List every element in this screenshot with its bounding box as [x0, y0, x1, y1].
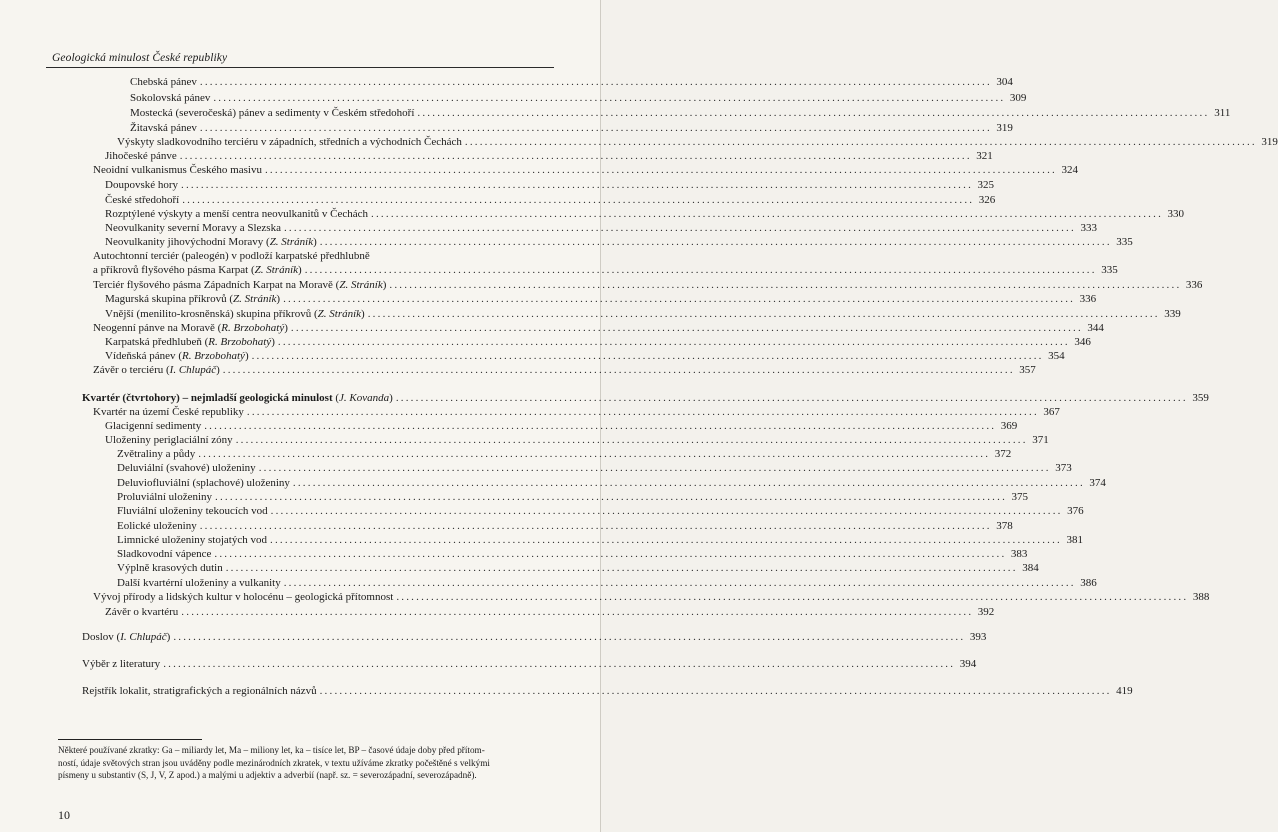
toc-entry — [117, 546, 1028, 561]
toc-entry-page: 325 — [977, 179, 995, 191]
dot-leader: ................................................................................................................................................................ — [283, 293, 1076, 305]
toc-entry-author: J. Kovanda — [339, 392, 390, 404]
toc-entry-page: 326 — [978, 194, 996, 206]
toc-entry — [82, 390, 1209, 405]
toc-entry-text: Terciér flyšového pásma Západních Karpat na Moravě — [93, 279, 333, 291]
toc-entry-page: 333 — [1080, 222, 1097, 234]
dot-leader: ................................................................................................................................................................ — [258, 462, 1051, 474]
toc-entry-text: Autochtonní terciér (paleogén) v podloží karpatské předhlubně — [93, 250, 370, 262]
toc-entry-page: 374 — [1089, 477, 1106, 489]
dot-leader: ................................................................................................................................................................ — [264, 164, 1057, 176]
dot-leader: ................................................................................................................................................................ — [395, 392, 1188, 404]
toc-entry-text: Závěr o kvartéru — [105, 606, 179, 618]
toc-entry-page: 309 — [1009, 92, 1027, 104]
dot-leader: ................................................................................................................................................................ — [396, 591, 1189, 603]
toc-entry-text: Rozptýlené výskyty a menší centra neovulkanitů v Čechách — [105, 208, 369, 220]
toc-entry-text: Glacigenní sedimenty — [105, 420, 202, 432]
toc-entry-title: Doslov (I. Chlupáč) — [82, 631, 171, 643]
toc-entry — [82, 629, 987, 644]
toc-entry-page: 388 — [1192, 591, 1210, 603]
dot-leader: ................................................................................................................................................................ — [214, 548, 1007, 560]
dot-leader: ................................................................................................................................................................ — [283, 577, 1076, 589]
toc-entry-text: Fluviální uloženiny tekoucích vod — [117, 505, 268, 517]
toc-entry-title: Neogenní pánve na Moravě (R. Brzobohatý) — [93, 322, 288, 334]
dot-leader: ................................................................................................................................................................ — [417, 107, 1210, 119]
toc-entry-author: R. Brzobohatý — [208, 336, 272, 348]
toc-entry — [105, 306, 1181, 321]
toc-entry-author: Z. Stráník — [269, 236, 314, 248]
toc-entry-title: Závěr o terciéru (I. Chlupáč) — [93, 364, 220, 376]
toc-entry — [130, 105, 1231, 120]
dot-leader: ................................................................................................................................................................ — [319, 236, 1112, 248]
toc-entry-author: R. Brzobohatý — [181, 350, 245, 362]
dot-leader: ................................................................................................................................................................ — [179, 150, 972, 162]
toc-entry-page: 394 — [959, 658, 977, 670]
toc-entry-text: Výběr z literatury — [82, 658, 161, 670]
dot-leader: ................................................................................................................................................................ — [464, 136, 1257, 148]
dot-leader: ................................................................................................................................................................ — [181, 606, 974, 618]
toc-entry-title: a příkrovů flyšového pásma Karpat (Z. Stráník) — [93, 264, 302, 276]
toc-entry-title — [82, 685, 317, 698]
dot-leader: ................................................................................................................................................................ — [215, 491, 1008, 503]
toc-entry-page: 319 — [996, 122, 1013, 134]
abbreviations-note-line: ností, údaje světových stran jsou uváděny podle mezinárodních zkratek, v textu užíváme zkratky počeštěné s velkými — [58, 757, 490, 768]
toc-entry-author: I. Chlupáč — [120, 631, 167, 643]
dot-leader: ................................................................................................................................................................ — [371, 208, 1164, 220]
toc-entry-page: 344 — [1087, 322, 1104, 334]
toc-entry-author: R. Brzobohatý — [221, 322, 285, 334]
toc-entry — [93, 162, 1078, 177]
toc-entry-page: 319 — [1261, 136, 1278, 148]
toc-entry — [117, 503, 1084, 518]
toc-entry — [105, 177, 995, 192]
toc-entry-text: Další kvartérní uloženiny a vulkanity — [117, 577, 281, 589]
toc-entry-text: Kvartér na území České republiky — [93, 406, 244, 418]
toc-entry-title — [82, 658, 160, 671]
dot-leader: ................................................................................................................................................................ — [222, 364, 1015, 376]
toc-entry-text: Žitavská pánev — [130, 122, 197, 134]
toc-entry-title: Kvartér (čtvrtohory) – nejmladší geologická minulost (J. Kovanda) — [82, 392, 393, 404]
dot-leader: ................................................................................................................................................................ — [181, 179, 974, 191]
toc-entry-text: Zvětraliny a půdy — [117, 448, 196, 460]
toc-entry-page: 339 — [1164, 308, 1181, 320]
toc-entry — [105, 604, 995, 619]
toc-entry-page: 386 — [1080, 577, 1097, 589]
dot-leader: ................................................................................................................................................................ — [225, 562, 1018, 574]
toc-entry — [105, 432, 1049, 447]
toc-entry-text: Neovulkanity severní Moravy a Slezska — [105, 222, 281, 234]
abbreviations-note-line: písmeny u substantiv (S, J, V, Z apod.) a malými u adjektiv a adverbií (např. sz. = severozápadní, severozápadně). — [58, 770, 477, 780]
dot-leader: ................................................................................................................................................................ — [182, 194, 975, 206]
toc-entry — [130, 74, 1013, 89]
toc-entry-title: Karpatská předhlubeň (R. Brzobohatý) — [105, 336, 275, 348]
toc-entry-text: a příkrovů flyšového pásma Karpat — [93, 264, 249, 276]
toc-entry-page: 381 — [1066, 534, 1083, 546]
toc-entry-author: I. Chlupáč — [169, 364, 217, 376]
toc-entry-page: 336 — [1185, 279, 1203, 291]
toc-entry-page: 335 — [1101, 264, 1118, 276]
toc-entry-text: Chebská pánev — [130, 76, 197, 88]
toc-entry-author: Z. Stráník — [254, 264, 299, 276]
dot-leader: ................................................................................................................................................................ — [292, 477, 1085, 489]
toc-entry — [82, 656, 977, 671]
toc-entry-text: Neogenní pánve na Moravě — [93, 322, 215, 334]
toc-entry-title: Terciér flyšového pásma Západních Karpat na Moravě (Z. Stráník) — [93, 279, 387, 291]
dot-leader: ................................................................................................................................................................ — [277, 336, 1070, 348]
toc-entry-text: Uloženiny periglaciální zóny — [105, 434, 233, 446]
toc-entry — [105, 418, 1018, 433]
toc-entry-text: Sladkovodní vápence — [117, 548, 212, 560]
dot-leader: ................................................................................................................................................................ — [235, 434, 1028, 446]
toc-entry — [117, 560, 1039, 575]
toc-entry-text: České středohoří — [105, 194, 180, 206]
toc-entry-page: 376 — [1067, 505, 1084, 517]
toc-entry-text: Neovulkanity jihovýchodní Moravy — [105, 236, 264, 248]
toc-entry-page: 336 — [1079, 293, 1097, 305]
toc-entry-text: Doupovské hory — [105, 179, 179, 191]
toc-entry — [117, 532, 1083, 547]
toc-entry-text: Doslov — [82, 631, 114, 643]
toc-entry-author: Z. Stráník — [339, 279, 383, 291]
toc-entry-page: 419 — [1116, 685, 1133, 697]
toc-entry — [105, 334, 1091, 349]
toc-entry-title — [117, 505, 268, 518]
toc-entry-title: Vnější (menilito-krosněnská) skupina příkrovů (Z. Stráník) — [105, 308, 365, 320]
toc-entry — [93, 262, 1118, 277]
toc-entry-author: Z. Stráník — [317, 308, 362, 320]
toc-entry — [117, 475, 1106, 490]
dot-leader: ................................................................................................................................................................ — [199, 76, 992, 88]
dot-leader: ................................................................................................................................................................ — [270, 505, 1063, 517]
toc-entry-page: 357 — [1019, 364, 1036, 376]
toc-entry-title — [117, 562, 223, 575]
toc-entry — [117, 460, 1072, 475]
toc-entry-title: Vídeňská pánev (R. Brzobohatý) — [105, 350, 249, 362]
toc-entry-text: Kvartér (čtvrtohory) – nejmladší geologická minulost — [82, 392, 333, 404]
toc-entry-title — [130, 92, 210, 105]
dot-leader: ................................................................................................................................................................ — [319, 685, 1112, 697]
dot-leader: ................................................................................................................................................................ — [367, 308, 1160, 320]
toc-entry-text: Výskyty sladkovodního terciéru v západních, středních a východních Čechách — [117, 136, 462, 148]
toc-entry-title — [105, 179, 178, 192]
toc-entry — [93, 404, 1060, 419]
toc-entry-text: Vídeňská pánev — [105, 350, 176, 362]
toc-entry — [105, 206, 1185, 221]
toc-entry — [117, 518, 1013, 533]
toc-entry-text: Vnější (menilito-krosněnská) skupina příkrovů — [105, 308, 312, 320]
toc-entry-page: 354 — [1048, 350, 1065, 362]
toc-entry — [93, 362, 1036, 377]
footnote-rule — [58, 739, 202, 740]
toc-entry-page: 383 — [1010, 548, 1028, 560]
toc-entry-page: 304 — [996, 76, 1013, 88]
toc-entry-page: 392 — [977, 606, 995, 618]
toc-entry-title — [93, 164, 262, 177]
toc-entry-page: 335 — [1116, 236, 1133, 248]
toc-entry-text: Jihočeské pánve — [105, 150, 177, 162]
toc-entry — [105, 148, 993, 163]
toc-entry — [93, 277, 1203, 292]
toc-entry-page: 346 — [1074, 336, 1091, 348]
toc-entry-page: 324 — [1061, 164, 1078, 176]
toc-entry-text: Deluviální (svahové) uloženiny — [117, 462, 256, 474]
toc-entry-text: Karpatská předhlubeň — [105, 336, 202, 348]
toc-entry-page: 367 — [1043, 406, 1060, 418]
toc-entry — [105, 348, 1065, 363]
toc-entry — [93, 589, 1210, 604]
dot-leader: ................................................................................................................................................................ — [199, 520, 992, 532]
dot-leader: ................................................................................................................................................................ — [270, 534, 1062, 546]
toc-entry — [117, 134, 1278, 149]
toc-entry — [105, 192, 996, 207]
dot-leader: ................................................................................................................................................................ — [246, 406, 1039, 418]
toc-entry — [117, 446, 1012, 461]
toc-entry — [117, 489, 1029, 504]
toc-entry-page: 372 — [994, 448, 1012, 460]
toc-entry-text: Eolické uloženiny — [117, 520, 197, 532]
dot-leader: ................................................................................................................................................................ — [198, 448, 991, 460]
toc-entry-text: Mostecká (severočeská) pánev a sedimenty v Českém středohoří — [130, 107, 415, 119]
toc-entry-text: Sokolovská pánev — [130, 92, 211, 104]
toc-entry — [117, 575, 1097, 590]
toc-entry-title — [105, 606, 178, 619]
toc-entry-text: Závěr o terciéru — [93, 364, 164, 376]
dot-leader: ................................................................................................................................................................ — [199, 122, 992, 134]
toc-entry — [93, 248, 370, 263]
toc-entry — [82, 683, 1133, 698]
toc-entry-text: Proluviální uloženiny — [117, 491, 213, 503]
toc-entry-text: Vývoj přírody a lidských kultur v holocénu – geologická přítomnost — [93, 591, 394, 603]
running-head: Geologická minulost České republiky — [52, 52, 228, 64]
dot-leader: ................................................................................................................................................................ — [163, 658, 956, 670]
toc-entry-text: Deluviofluviální (splachové) uloženiny — [117, 477, 290, 489]
toc-entry-title: Magurská skupina příkrovů (Z. Stráník) — [105, 293, 281, 305]
page-number: 10 — [58, 808, 70, 822]
toc-entry — [93, 320, 1104, 335]
toc-entry-page: 359 — [1192, 392, 1209, 404]
toc-entry-text: Rejstřík lokalit, stratigrafických a regionálních názvů — [82, 685, 317, 697]
dot-leader: ................................................................................................................................................................ — [290, 322, 1083, 334]
abbreviations-note — [58, 744, 544, 782]
toc-entry-text: Výplně krasových dutin — [117, 562, 223, 574]
toc-entry-page: 311 — [1214, 107, 1231, 119]
toc-entry-page: 393 — [969, 631, 987, 643]
dot-leader: ................................................................................................................................................................ — [283, 222, 1076, 234]
dot-leader: ................................................................................................................................................................ — [204, 420, 997, 432]
toc-entry-text: Magurská skupina příkrovů — [105, 293, 227, 305]
toc-entry-page: 378 — [996, 520, 1013, 532]
dot-leader: ................................................................................................................................................................ — [251, 350, 1044, 362]
abbreviations-note-line: Některé používané zkratky: Ga – miliardy let, Ma – miliony let, ka – tisíce let, BP – časové údaje doby před přítom- — [58, 745, 485, 755]
toc-entry-page: 369 — [1000, 420, 1018, 432]
toc-entry-text: Limnické uloženiny stojatých vod — [117, 534, 267, 546]
toc-entry-page: 373 — [1055, 462, 1072, 474]
toc-entry — [130, 120, 1013, 135]
toc-entry-page: 371 — [1032, 434, 1049, 446]
toc-entry-author: Z. Stráník — [233, 293, 277, 305]
toc-entry-title — [117, 462, 256, 475]
dot-leader: ................................................................................................................................................................ — [304, 264, 1097, 276]
toc-entry-title: Neovulkanity jihovýchodní Moravy (Z. Stráník) — [105, 236, 317, 248]
toc-entry — [130, 90, 1027, 105]
toc-entry — [105, 220, 1097, 235]
toc-entry-title — [93, 591, 393, 604]
toc-entry — [105, 291, 1097, 306]
toc-entry-page: 375 — [1011, 491, 1029, 503]
toc-entry-page: 321 — [976, 150, 993, 162]
dot-leader: ................................................................................................................................................................ — [173, 631, 966, 643]
toc-entry-text: Neoidní vulkanismus Českého masivu — [93, 164, 262, 176]
toc-entry-title — [130, 107, 414, 120]
toc-entry-title — [130, 76, 197, 89]
dot-leader: ................................................................................................................................................................ — [389, 279, 1182, 291]
toc-entry-page: 330 — [1167, 208, 1185, 220]
dot-leader: ................................................................................................................................................................ — [213, 92, 1006, 104]
toc-entry-page: 384 — [1022, 562, 1039, 574]
toc-entry — [105, 234, 1133, 249]
